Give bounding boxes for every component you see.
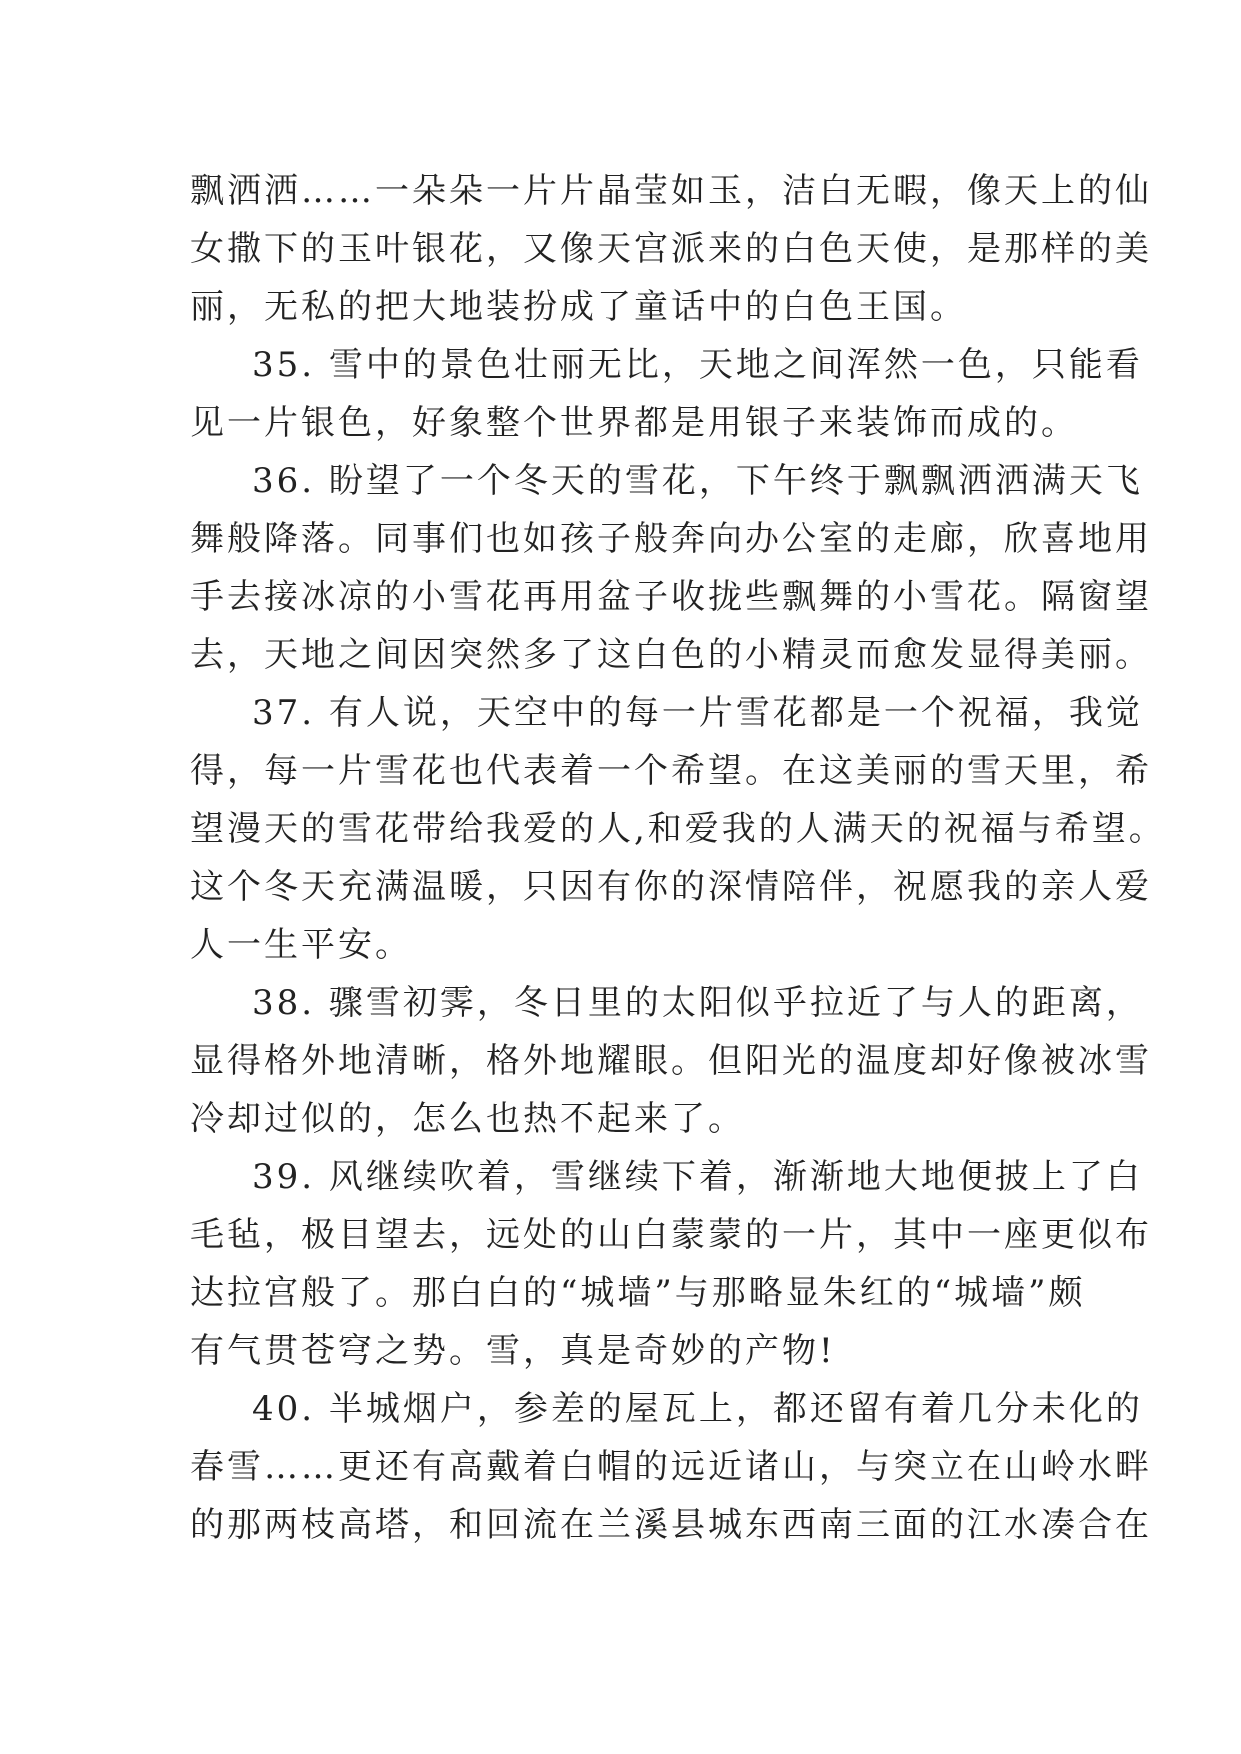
text-line: 38. 骤雪初霁，冬日里的太阳似乎拉近了与人的距离， xyxy=(252,983,1143,1023)
text-line: 丽，无私的把大地装扮成了童话中的白色王国。 xyxy=(190,287,967,327)
text-line: 手去接冰凉的小雪花再用盆子收拢些飘舞的小雪花。隔窗望 xyxy=(190,577,1152,617)
text-line: 显得格外地清晰，格外地耀眼。但阳光的温度却好像被冰雪 xyxy=(190,1041,1152,1081)
text-line: 这个冬天充满温暖，只因有你的深情陪伴，祝愿我的亲人爱 xyxy=(190,867,1152,907)
text-line: 望漫天的雪花带给我爱的人,和爱我的人满天的祝福与希望。 xyxy=(190,809,1166,849)
text-line: 40. 半城烟户，参差的屋瓦上，都还留有着几分未化的 xyxy=(252,1389,1143,1429)
text-line: 人一生平安。 xyxy=(190,925,412,965)
text-line: 37. 有人说，天空中的每一片雪花都是一个祝福，我觉 xyxy=(252,693,1143,733)
text-line: 39. 风继续吹着，雪继续下着，渐渐地大地便披上了白 xyxy=(252,1157,1143,1197)
body-text xyxy=(190,162,1166,1554)
text-line: 达拉宫般了。那白白的“城墙”与那略显朱红的“城墙”颇 xyxy=(190,1273,1086,1313)
text-line: 女撒下的玉叶银花，又像天宫派来的白色天使，是那样的美 xyxy=(190,229,1152,269)
text-line: 飘洒洒……一朵朵一片片晶莹如玉，洁白无暇，像天上的仙 xyxy=(190,171,1152,211)
text-line: 35. 雪中的景色壮丽无比，天地之间浑然一色，只能看 xyxy=(252,345,1143,385)
text-line: 毛毡，极目望去，远处的山白蒙蒙的一片，其中一座更似布 xyxy=(190,1215,1152,1255)
text-line: 得，每一片雪花也代表着一个希望。在这美丽的雪天里，希 xyxy=(190,751,1152,791)
text-line: 舞般降落。同事们也如孩子般奔向办公室的走廊，欣喜地用 xyxy=(190,519,1152,559)
text-line: 有气贯苍穹之势。雪，真是奇妙的产物! xyxy=(190,1331,836,1371)
text-line: 春雪……更还有高戴着白帽的远近诸山，与突立在山岭水畔 xyxy=(190,1447,1152,1487)
text-line: 见一片银色，好象整个世界都是用银子来装饰而成的。 xyxy=(190,403,1078,443)
text-line: 36. 盼望了一个冬天的雪花，下午终于飘飘洒洒满天飞 xyxy=(252,461,1143,501)
text-line: 冷却过似的，怎么也热不起来了。 xyxy=(190,1099,745,1139)
text-line: 的那两枝高塔，和回流在兰溪县城东西南三面的江水凑合在 xyxy=(190,1505,1152,1545)
text-line: 去，天地之间因突然多了这白色的小精灵而愈发显得美丽。 xyxy=(190,635,1152,675)
